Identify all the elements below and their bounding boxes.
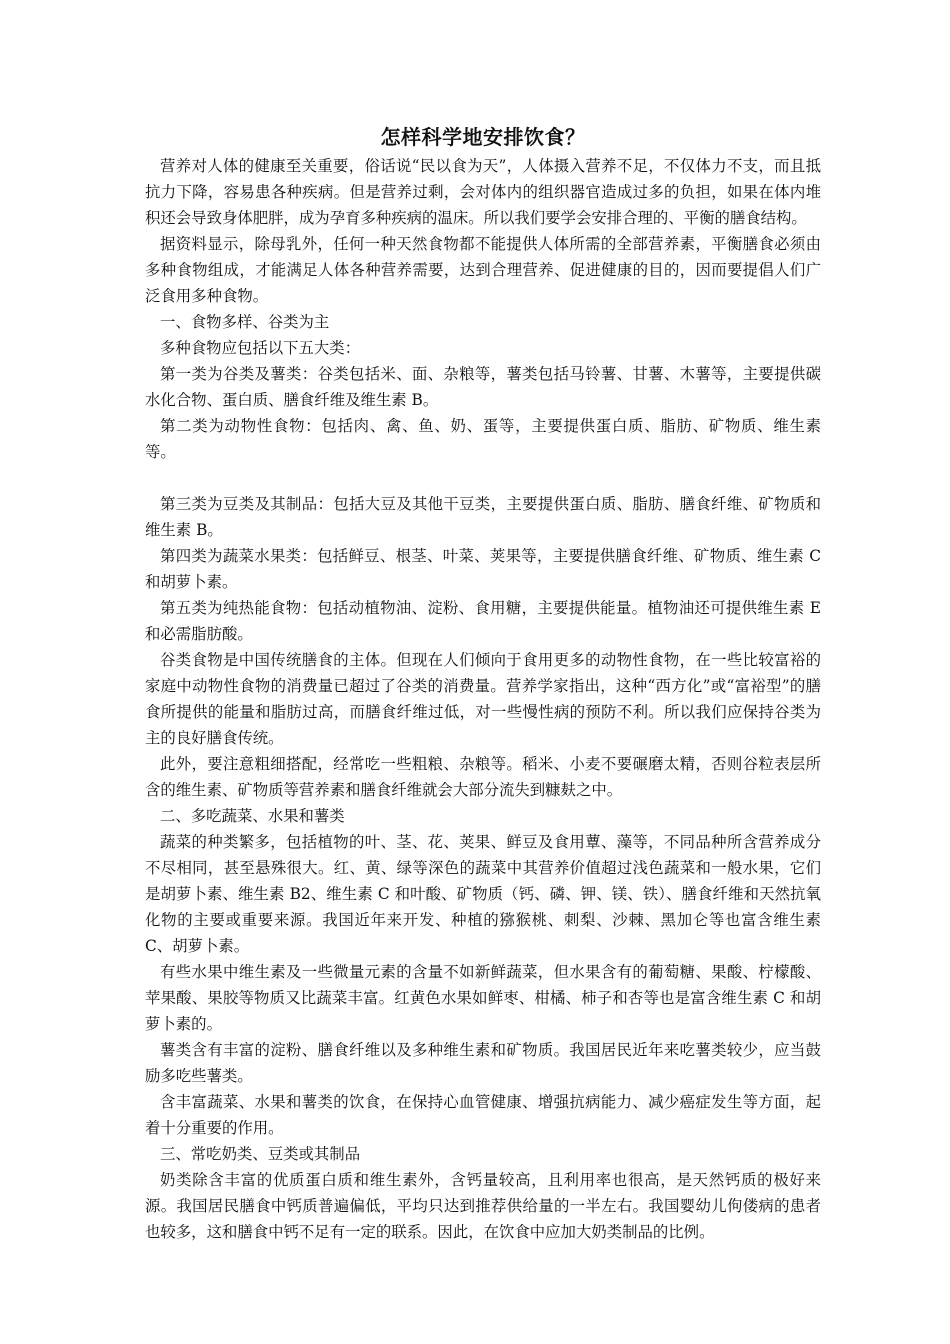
paragraph-tubers: 薯类含有丰富的淀粉、膳食纤维以及多种维生素和矿物质。我国居民近年来吃薯类较少，应当鼓励多吃些薯类。 — [145, 1041, 821, 1085]
paragraph-category-4: 第四类为蔬菜水果类：包括鲜豆、根茎、叶菜、荚果等，主要提供膳食纤维、矿物质、维生素 C 和胡萝卜素。 — [145, 547, 821, 591]
blank-line — [145, 465, 821, 491]
paragraph-health-benefits: 含丰富蔬菜、水果和薯类的饮食，在保持心血管健康、增强抗病能力、减少癌症发生等方面，起着十分重要的作用。 — [145, 1093, 821, 1137]
paragraph-five-categories: 多种食物应包括以下五大类： — [160, 339, 361, 357]
paragraph-intro: 营养对人体的健康至关重要，俗话说“民以食为天”，人体摄入营养不足，不仅体力不支，而且抵抗力下降，容易患各种疾病。但是营养过剩，会对体内的组织器官造成过多的负担，如果在体内堆积还会导致身体肥胖，成为孕育多种疾病的温床。所以我们要学会安排合理的、平衡的膳食结构。 — [145, 157, 821, 227]
paragraph-category-1: 第一类为谷类及薯类：谷类包括米、面、杂粮等，薯类包括马铃薯、甘薯、木薯等，主要提供碳水化合物、蛋白质、膳食纤维及维生素 B。 — [145, 365, 821, 409]
paragraph-coarse-grains: 此外，要注意粗细搭配，经常吃一些粗粮、杂粮等。稻米、小麦不要碾磨太精，否则谷粒表层所含的维生素、矿物质等营养素和膳食纤维就会大部分流失到糠麸之中。 — [145, 755, 821, 799]
paragraph-category-3: 第三类为豆类及其制品：包括大豆及其他干豆类，主要提供蛋白质、脂肪、膳食纤维、矿物质和维生素 B。 — [145, 495, 821, 539]
paragraph-fruits: 有些水果中维生素及一些微量元素的含量不如新鲜蔬菜，但水果含有的葡萄糖、果酸、柠檬酸、苹果酸、果胶等物质又比蔬菜丰富。红黄色水果如鲜枣、柑橘、柿子和杏等也是富含维生素 C 和胡萝卜素的。 — [145, 963, 821, 1033]
paragraph-category-2: 第二类为动物性食物：包括肉、禽、鱼、奶、蛋等，主要提供蛋白质、脂肪、矿物质、维生素等。 — [145, 417, 821, 461]
document-body — [145, 121, 821, 1245]
paragraph-balanced-diet: 据资料显示，除母乳外，任何一种天然食物都不能提供人体所需的全部营养素，平衡膳食必须由多种食物组成，才能满足人体各种营养需要，达到合理营养、促进健康的目的，因而要提倡人们广泛食用多种食物。 — [145, 235, 821, 305]
paragraph-grains-main: 谷类食物是中国传统膳食的主体。但现在人们倾向于食用更多的动物性食物，在一些比较富裕的家庭中动物性食物的消费量已超过了谷类的消费量。营养学家指出，这种“西方化”或“富裕型”的膳食所提供的能量和脂肪过高，而膳食纤维过低，对一些慢性病的预防不利。所以我们应保持谷类为主的良好膳食传统。 — [145, 651, 821, 747]
paragraph-dairy: 奶类除含丰富的优质蛋白质和维生素外，含钙量较高，且利用率也很高，是天然钙质的极好来源。我国居民膳食中钙质普遍偏低，平均只达到推荐供给量的一半左右。我国婴幼儿佝偻病的患者也较多，这和膳食中钙不足有一定的联系。因此，在饮食中应加大奶类制品的比例。 — [145, 1171, 821, 1241]
page-title: 怎样科学地安排饮食？ — [380, 125, 586, 149]
paragraph-vegetables: 蔬菜的种类繁多，包括植物的叶、茎、花、荚果、鲜豆及食用蕈、藻等，不同品种所含营养成分不尽相同，甚至悬殊很大。红、黄、绿等深色的蔬菜中其营养价值超过浅色蔬菜和一般水果，它们是胡萝卜素、维生素 B2、维生素 C 和叶酸、矿物质（钙、磷、钾、镁、铁）、膳食纤维和天然抗氧化物的主要或重要来源。我国近年来开发、种植的猕猴桃、刺梨、沙棘、黑加仑等也富含维生素 C、胡萝卜素。 — [145, 833, 821, 955]
section-heading-2: 二、多吃蔬菜、水果和薯类 — [160, 807, 345, 825]
paragraph-category-5: 第五类为纯热能食物：包括动植物油、淀粉、食用糖，主要提供能量。植物油还可提供维生素 E 和必需脂肪酸。 — [145, 599, 821, 643]
section-heading-3: 三、常吃奶类、豆类或其制品 — [160, 1145, 361, 1163]
section-heading-1: 一、食物多样、谷类为主 — [160, 313, 330, 331]
